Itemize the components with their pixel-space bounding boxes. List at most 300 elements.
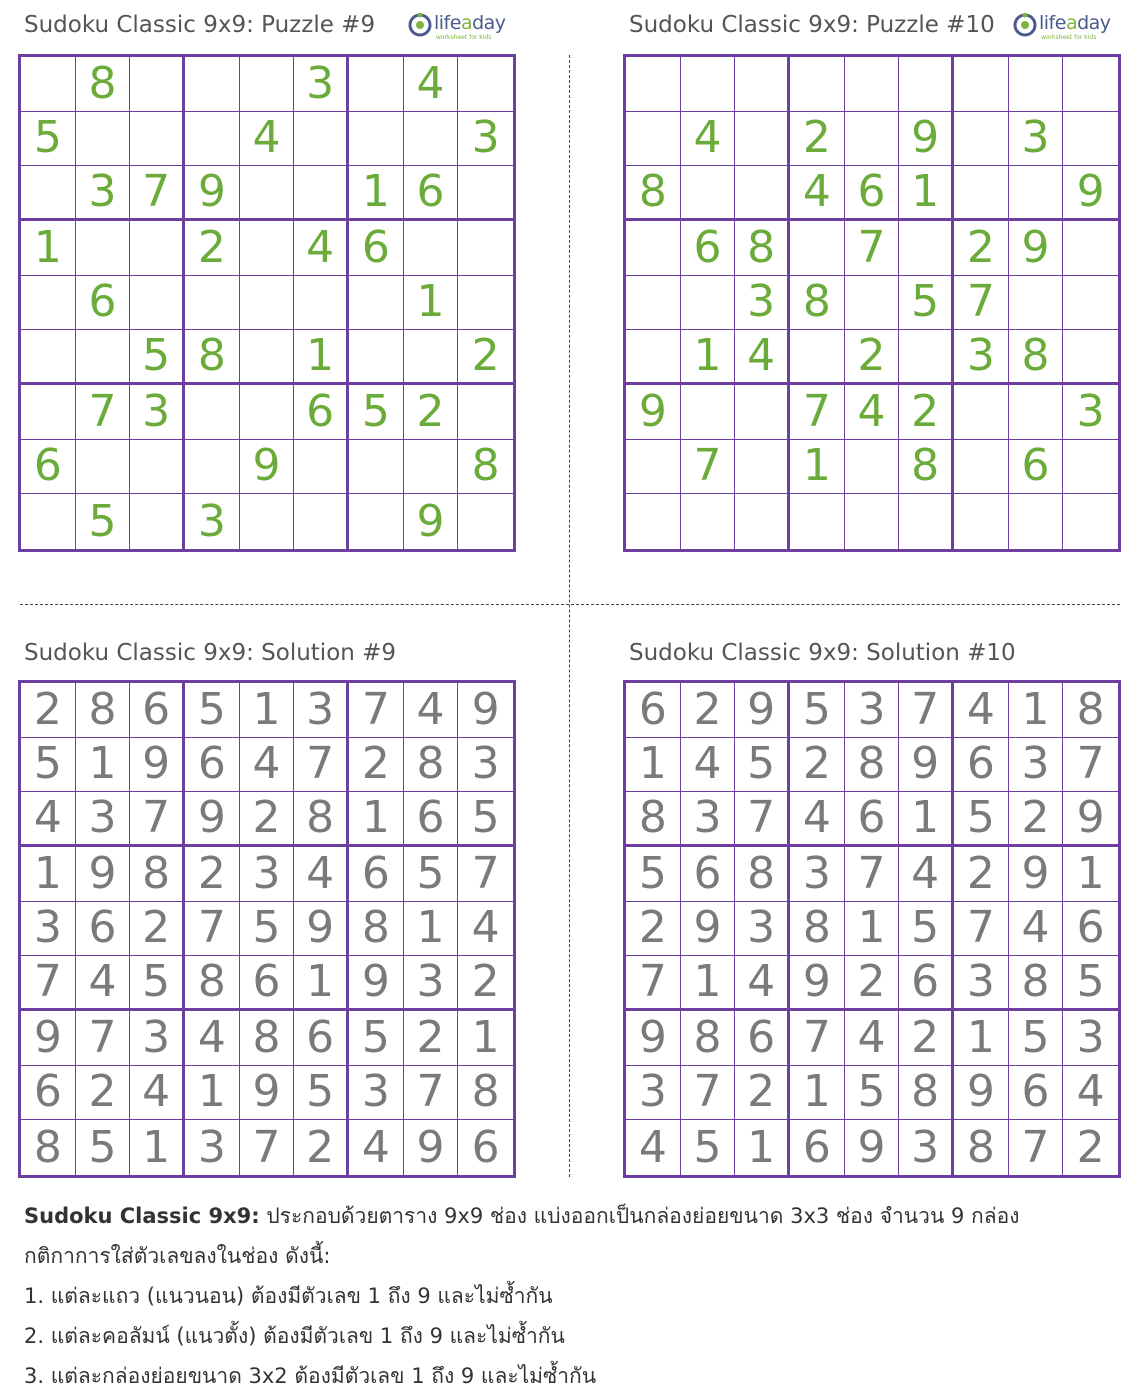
sudoku-cell: 9 (899, 112, 954, 167)
sudoku-cell: 2 (458, 956, 513, 1011)
sudoku-cell: 9 (76, 847, 131, 902)
sudoku-cell: 3 (185, 1120, 240, 1175)
sudoku-cell: 7 (240, 1120, 295, 1175)
sudoku-cell: 7 (954, 276, 1009, 331)
sudoku-cell: 7 (349, 683, 404, 738)
sudoku-cell: 7 (1009, 1120, 1064, 1175)
sudoku-cell: 5 (681, 1120, 736, 1175)
sudoku-cell: 8 (1009, 330, 1064, 385)
sudoku-cell (404, 440, 459, 495)
sudoku-cell: 1 (681, 956, 736, 1011)
logo-wordmark: lifeaday (434, 12, 506, 34)
sudoku-cell: 1 (294, 956, 349, 1011)
sudoku-cell: 3 (21, 902, 76, 957)
sudoku-cell: 9 (790, 956, 845, 1011)
sudoku-cell (954, 494, 1009, 549)
sudoku-cell: 9 (294, 902, 349, 957)
sudoku-cell: 7 (185, 902, 240, 957)
sudoku-cell (845, 276, 900, 331)
sudoku-cell: 1 (458, 1011, 513, 1066)
sudoku-cell: 6 (21, 440, 76, 495)
sudoku-cell: 1 (626, 738, 681, 793)
sudoku-cell: 2 (458, 330, 513, 385)
sudoku-cell: 6 (76, 276, 131, 331)
sudoku-cell: 2 (954, 847, 1009, 902)
sudoku-cell: 3 (1009, 112, 1064, 167)
sudoku-cell: 4 (681, 112, 736, 167)
sudoku-cell: 6 (21, 1066, 76, 1121)
sudoku-cell: 7 (130, 166, 185, 221)
sudoku-cell: 2 (899, 1011, 954, 1066)
sudoku-cell (1063, 57, 1118, 112)
sudoku-cell: 6 (1009, 440, 1064, 495)
sudoku-cell: 5 (790, 683, 845, 738)
sudoku-cell (458, 276, 513, 331)
rule-1: 1. แต่ละแถว (แนวนอน) ต้องมีตัวเลข 1 ถึง 9 และไม่ซ้ำกัน (24, 1284, 553, 1308)
sudoku-cell (845, 440, 900, 495)
sudoku-cell: 7 (21, 956, 76, 1011)
sudoku-cell: 3 (735, 276, 790, 331)
sudoku-cell (681, 494, 736, 549)
sudoku-cell (1063, 494, 1118, 549)
sudoku-cell: 6 (471, 1121, 500, 1173)
sudoku-cell: 4 (790, 792, 845, 847)
sudoku-cell: 6 (681, 847, 736, 902)
sudoku-cell: 5 (1009, 1011, 1064, 1066)
sudoku-cell: 8 (845, 738, 900, 793)
sudoku-cell: 5 (185, 683, 240, 738)
sudoku-cell: 7 (76, 385, 131, 440)
sudoku-cell: 2 (845, 330, 900, 385)
sudoku-cell: 3 (626, 1066, 681, 1121)
sudoku-cell: 4 (735, 956, 790, 1011)
sudoku-cell: 9 (626, 1011, 681, 1066)
sudoku-cell (240, 330, 295, 385)
lifeaday-logo (1013, 12, 1111, 42)
sudoku-cell: 2 (790, 112, 845, 167)
sudoku-cell (349, 440, 404, 495)
solution-10-grid (623, 680, 1121, 1178)
sudoku-cell: 6 (626, 683, 681, 738)
sudoku-cell: 3 (899, 1120, 954, 1175)
sudoku-cell: 4 (130, 1066, 185, 1121)
sudoku-cell: 6 (185, 738, 240, 793)
sudoku-cell: 5 (76, 494, 131, 549)
sudoku-cell: 8 (76, 57, 131, 112)
sudoku-cell: 8 (790, 276, 845, 331)
sudoku-cell: 9 (21, 1011, 76, 1066)
sudoku-cell: 7 (681, 1066, 736, 1121)
sudoku-cell: 8 (899, 440, 954, 495)
sudoku-cell (458, 494, 513, 549)
sudoku-cell: 1 (76, 738, 131, 793)
sudoku-cell: 8 (1009, 956, 1064, 1011)
sudoku-cell: 9 (185, 166, 240, 221)
sudoku-cell (130, 440, 185, 495)
sudoku-cell: 3 (1063, 385, 1118, 440)
sudoku-cell: 8 (294, 792, 349, 847)
sudoku-cell: 4 (458, 902, 513, 957)
sudoku-cell: 3 (1009, 738, 1064, 793)
sudoku-cell: 3 (130, 385, 185, 440)
sudoku-cell: 3 (294, 57, 349, 112)
sudoku-cell (404, 221, 459, 276)
description-intro-line (24, 1196, 1124, 1236)
puzzle-10-title: Sudoku Classic 9x9: Puzzle #10 (629, 12, 995, 38)
sudoku-cell: 8 (626, 792, 681, 847)
sudoku-cell (76, 112, 131, 167)
sudoku-cell: 8 (790, 902, 845, 957)
sudoku-cell (76, 330, 131, 385)
sudoku-cell (130, 276, 185, 331)
sudoku-cell (458, 57, 513, 112)
sudoku-cell: 3 (349, 1066, 404, 1121)
sudoku-cell: 8 (735, 847, 790, 902)
sudoku-cell: 8 (681, 1011, 736, 1066)
sudoku-cell: 6 (404, 792, 459, 847)
sudoku-cell (1063, 276, 1118, 331)
sudoku-cell (185, 276, 240, 331)
sudoku-cell: 6 (845, 792, 900, 847)
sudoku-cell: 6 (294, 385, 349, 440)
sudoku-cell (735, 57, 790, 112)
sudoku-cell: 8 (404, 738, 459, 793)
sudoku-cell (76, 221, 131, 276)
solution-9-title: Sudoku Classic 9x9: Solution #9 (24, 640, 397, 666)
sudoku-cell: 4 (21, 792, 76, 847)
sudoku-cell (626, 221, 681, 276)
sudoku-cell: 1 (845, 902, 900, 957)
sudoku-cell: 2 (21, 683, 76, 738)
sudoku-cell (681, 57, 736, 112)
sudoku-cell: 1 (681, 330, 736, 385)
sudoku-cell (349, 494, 404, 549)
sudoku-cell: 3 (954, 330, 1009, 385)
sudoku-cell: 9 (404, 1120, 459, 1175)
sudoku-cell: 9 (185, 792, 240, 847)
sudoku-cell: 5 (404, 847, 459, 902)
vertical-cut-line (569, 55, 570, 1177)
sudoku-cell (185, 440, 240, 495)
sudoku-cell: 8 (130, 847, 185, 902)
sudoku-cell: 7 (899, 683, 954, 738)
solution-10-title: Sudoku Classic 9x9: Solution #10 (629, 640, 1016, 666)
sudoku-cell: 9 (240, 440, 295, 495)
sudoku-cell (240, 494, 295, 549)
sudoku-cell: 7 (294, 738, 349, 793)
sudoku-cell (735, 385, 790, 440)
sudoku-cell: 2 (626, 902, 681, 957)
sudoku-cell: 8 (458, 1066, 513, 1121)
sudoku-cell: 8 (626, 166, 681, 221)
sudoku-cell: 1 (240, 683, 295, 738)
sudoku-cell (1063, 330, 1118, 385)
logo-mark-icon (408, 13, 432, 37)
sudoku-cell: 8 (954, 1120, 1009, 1175)
sudoku-cell (735, 166, 790, 221)
sudoku-cell: 1 (899, 792, 954, 847)
sudoku-cell (681, 166, 736, 221)
sudoku-cell: 2 (185, 221, 240, 276)
sudoku-cell: 9 (735, 683, 790, 738)
puzzle-9-grid (18, 54, 516, 552)
sudoku-cell: 2 (185, 847, 240, 902)
description-intro: ประกอบด้วยตาราง 9x9 ช่อง แบ่งออกเป็นกล่องย่อยขนาด 3x3 ช่อง จำนวน 9 กล่อง (259, 1204, 1020, 1228)
sudoku-cell: 9 (626, 385, 681, 440)
sudoku-cell: 7 (76, 1011, 131, 1066)
sudoku-cell: 1 (294, 330, 349, 385)
sudoku-cell: 8 (21, 1120, 76, 1175)
sudoku-cell (954, 385, 1009, 440)
sudoku-cell (240, 221, 295, 276)
sudoku-cell: 4 (76, 956, 131, 1011)
sudoku-cell: 2 (240, 792, 295, 847)
sudoku-cell: 5 (294, 1066, 349, 1121)
sudoku-cell (130, 221, 185, 276)
sudoku-cell: 6 (899, 956, 954, 1011)
sudoku-cell (240, 385, 295, 440)
sudoku-cell (735, 440, 790, 495)
sudoku-cell (130, 57, 185, 112)
sudoku-cell: 9 (240, 1066, 295, 1121)
sudoku-cell: 8 (185, 330, 240, 385)
sudoku-cell: 6 (349, 221, 404, 276)
sudoku-cell: 5 (458, 792, 513, 847)
sudoku-cell: 5 (899, 902, 954, 957)
sudoku-cell: 4 (845, 385, 900, 440)
sudoku-cell (735, 112, 790, 167)
sudoku-cell: 1 (21, 847, 76, 902)
sudoku-cell: 9 (1063, 792, 1118, 847)
sudoku-cell (76, 440, 131, 495)
sudoku-cell (954, 440, 1009, 495)
sudoku-cell: 6 (349, 847, 404, 902)
sudoku-cell: 3 (735, 902, 790, 957)
sudoku-cell (458, 221, 513, 276)
sudoku-cell: 3 (130, 1011, 185, 1066)
logo-mark-icon (1013, 13, 1037, 37)
description-heading: Sudoku Classic 9x9: (24, 1204, 260, 1228)
sudoku-cell (294, 112, 349, 167)
sudoku-cell: 8 (735, 221, 790, 276)
sudoku-cell: 6 (1063, 902, 1118, 957)
lifeaday-logo (408, 12, 506, 42)
sudoku-cell: 5 (349, 1011, 404, 1066)
sudoku-cell (845, 57, 900, 112)
sudoku-cell: 3 (240, 847, 295, 902)
sudoku-cell (349, 330, 404, 385)
sudoku-cell: 4 (681, 738, 736, 793)
sudoku-cell: 5 (626, 847, 681, 902)
sudoku-cell: 2 (294, 1120, 349, 1175)
sudoku-cell: 5 (21, 738, 76, 793)
sudoku-cell: 5 (899, 276, 954, 331)
sudoku-cell (458, 166, 513, 221)
sudoku-cell: 5 (954, 792, 1009, 847)
sudoku-cell: 6 (954, 738, 1009, 793)
sudoku-cell: 2 (790, 738, 845, 793)
sudoku-cell: 9 (954, 1066, 1009, 1121)
sudoku-cell: 2 (1076, 1121, 1105, 1173)
sudoku-cell (294, 276, 349, 331)
sudoku-cell (899, 494, 954, 549)
sudoku-cell (349, 112, 404, 167)
sudoku-cell (349, 57, 404, 112)
sudoku-cell (185, 57, 240, 112)
sudoku-cell (130, 494, 185, 549)
sudoku-cell (1009, 276, 1064, 331)
sudoku-cell (626, 440, 681, 495)
sudoku-cell: 1 (899, 166, 954, 221)
sudoku-cell (185, 385, 240, 440)
sudoku-cell (626, 57, 681, 112)
sudoku-cell (790, 57, 845, 112)
sudoku-cell (954, 57, 1009, 112)
sudoku-cell: 1 (404, 902, 459, 957)
sudoku-cell: 9 (130, 738, 185, 793)
sudoku-cell (21, 330, 76, 385)
sudoku-cell (1009, 57, 1064, 112)
sudoku-cell (899, 330, 954, 385)
logo-wordmark: lifeaday (1039, 12, 1111, 34)
sudoku-cell (626, 112, 681, 167)
puzzle-10-grid (623, 54, 1121, 552)
sudoku-cell (681, 276, 736, 331)
sudoku-cell: 2 (954, 221, 1009, 276)
sudoku-cell (845, 494, 900, 549)
sudoku-cell (790, 494, 845, 549)
rules-description (24, 1196, 1124, 1396)
sudoku-cell: 1 (404, 276, 459, 331)
sudoku-cell: 8 (185, 956, 240, 1011)
sudoku-cell: 4 (404, 683, 459, 738)
sudoku-cell: 6 (404, 166, 459, 221)
sudoku-cell: 7 (735, 792, 790, 847)
sudoku-cell: 4 (1009, 902, 1064, 957)
rule-2: 2. แต่ละคอลัมน์ (แนวตั้ง) ต้องมีตัวเลข 1 ถึง 9 และไม่ซ้ำกัน (24, 1324, 565, 1348)
sudoku-cell: 7 (790, 385, 845, 440)
sudoku-cell: 6 (845, 166, 900, 221)
sudoku-cell: 5 (1063, 956, 1118, 1011)
sudoku-cell: 5 (130, 956, 185, 1011)
sudoku-cell (458, 385, 513, 440)
sudoku-cell (294, 440, 349, 495)
sudoku-cell: 2 (845, 956, 900, 1011)
sudoku-cell (626, 276, 681, 331)
sudoku-cell: 4 (626, 1120, 681, 1175)
sudoku-cell (240, 57, 295, 112)
sudoku-cell: 2 (349, 738, 404, 793)
sudoku-cell: 2 (735, 1066, 790, 1121)
sudoku-cell: 5 (21, 112, 76, 167)
sudoku-cell: 9 (899, 738, 954, 793)
sudoku-cell: 1 (1063, 847, 1118, 902)
sudoku-cell (1009, 494, 1064, 549)
sudoku-cell (349, 276, 404, 331)
sudoku-cell: 5 (76, 1120, 131, 1175)
sudoku-cell: 5 (130, 330, 185, 385)
rules-intro: กติกาการใส่ตัวเลขลงในช่อง ดังนี้: (24, 1244, 331, 1268)
sudoku-cell (899, 221, 954, 276)
sudoku-cell: 3 (76, 792, 131, 847)
sudoku-cell: 6 (76, 902, 131, 957)
sudoku-cell: 6 (681, 221, 736, 276)
sudoku-cell: 5 (240, 902, 295, 957)
sudoku-cell: 6 (1009, 1066, 1064, 1121)
sudoku-cell (240, 166, 295, 221)
sudoku-cell (954, 166, 1009, 221)
puzzle-9-title: Sudoku Classic 9x9: Puzzle #9 (24, 12, 376, 38)
sudoku-cell: 8 (349, 902, 404, 957)
sudoku-cell: 3 (458, 112, 513, 167)
sudoku-cell: 8 (76, 683, 131, 738)
sudoku-cell: 1 (21, 221, 76, 276)
sudoku-cell: 7 (626, 956, 681, 1011)
sudoku-cell: 6 (240, 956, 295, 1011)
sudoku-cell: 3 (294, 683, 349, 738)
logo-tagline: worksheet for kids (1041, 34, 1097, 41)
sudoku-cell: 1 (790, 1066, 845, 1121)
sudoku-cell (626, 494, 681, 549)
sudoku-cell: 9 (1009, 847, 1064, 902)
sudoku-cell: 7 (130, 792, 185, 847)
sudoku-cell: 4 (404, 57, 459, 112)
sudoku-cell: 7 (1063, 738, 1118, 793)
sudoku-cell: 2 (404, 1011, 459, 1066)
sudoku-cell (626, 330, 681, 385)
sudoku-cell: 4 (954, 683, 1009, 738)
sudoku-cell: 2 (1009, 792, 1064, 847)
sudoku-cell (21, 57, 76, 112)
sudoku-cell: 4 (294, 221, 349, 276)
sudoku-cell: 4 (899, 847, 954, 902)
sudoku-cell: 4 (845, 1011, 900, 1066)
sudoku-cell: 1 (130, 1120, 185, 1175)
sudoku-cell: 1 (735, 1120, 790, 1175)
sudoku-cell: 4 (185, 1011, 240, 1066)
sudoku-cell: 9 (404, 494, 459, 549)
sudoku-cell: 3 (458, 738, 513, 793)
sudoku-cell: 9 (845, 1120, 900, 1175)
sudoku-cell: 5 (845, 1066, 900, 1121)
sudoku-cell: 3 (404, 956, 459, 1011)
sudoku-cell: 1 (349, 166, 404, 221)
sudoku-cell: 2 (899, 385, 954, 440)
sudoku-cell: 1 (349, 792, 404, 847)
sudoku-cell: 2 (681, 683, 736, 738)
sudoku-cell: 3 (954, 956, 1009, 1011)
sudoku-cell: 9 (1009, 221, 1064, 276)
sudoku-cell: 7 (458, 847, 513, 902)
sudoku-cell (845, 112, 900, 167)
sudoku-cell: 8 (899, 1066, 954, 1121)
sudoku-cell: 5 (349, 385, 404, 440)
sudoku-cell (404, 330, 459, 385)
sudoku-cell: 3 (185, 494, 240, 549)
sudoku-cell: 4 (240, 738, 295, 793)
sudoku-cell: 7 (845, 221, 900, 276)
sudoku-cell: 1 (185, 1066, 240, 1121)
sudoku-cell: 7 (404, 1066, 459, 1121)
sudoku-cell: 6 (790, 1120, 845, 1175)
sudoku-cell (1063, 112, 1118, 167)
sudoku-cell: 4 (349, 1120, 404, 1175)
sudoku-cell: 8 (240, 1011, 295, 1066)
sudoku-cell: 6 (130, 683, 185, 738)
sudoku-cell: 4 (1063, 1066, 1118, 1121)
sudoku-cell: 8 (458, 440, 513, 495)
sudoku-cell (1063, 440, 1118, 495)
